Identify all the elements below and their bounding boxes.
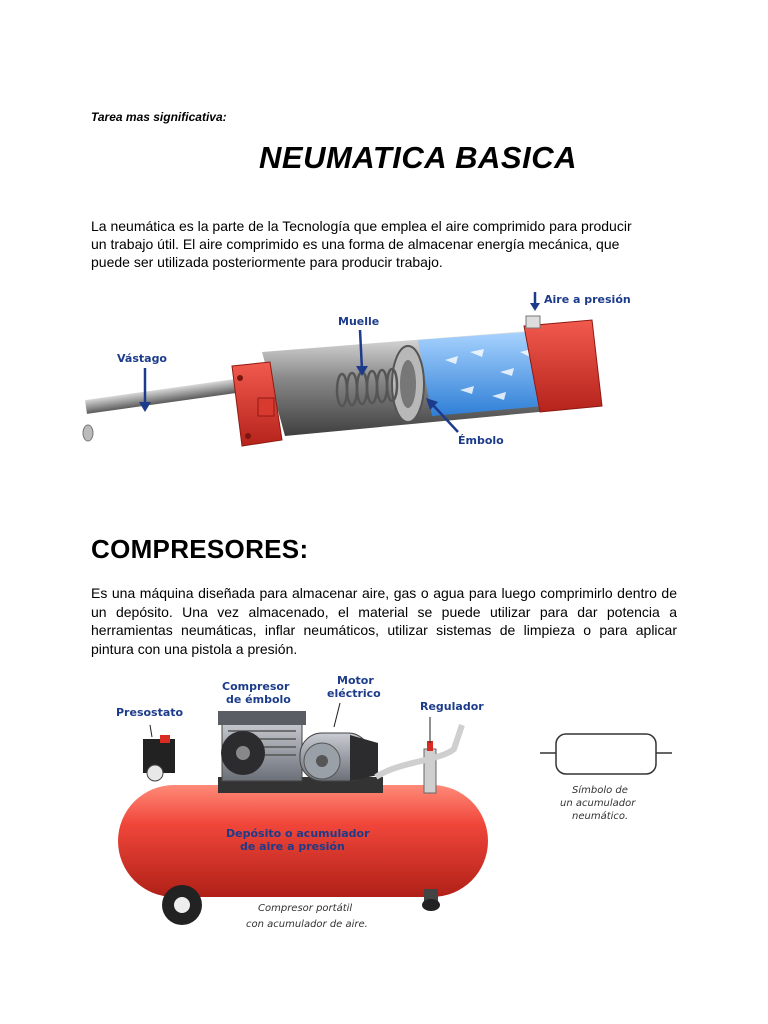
label-embolo: Émbolo <box>458 434 504 447</box>
intro-line: puede ser utilizada posteriormente para producir trabajo. <box>91 254 443 270</box>
label-compresor-1: Compresor <box>222 680 290 693</box>
label-compresor-2: de émbolo <box>226 693 291 706</box>
air-inlet-port <box>526 316 540 328</box>
compressor-illustration <box>0 665 768 965</box>
page-title: NEUMATICA BASICA <box>259 140 577 175</box>
compressor-paragraph: Es una máquina diseñada para almacenar aire, gas o agua para luego comprimirlo dentro de un depósito. Una vez almacenado, el material se puede utilizar para dar potencia a herramientas neumáticas, inflar neumáticos, utilizar sistemas de limpieza o para aplicar pintura con una pistola a presión. <box>91 585 677 657</box>
label-deposito-2: de aire a presión <box>240 840 345 853</box>
accumulator-symbol <box>540 734 672 774</box>
cylinder-illustration <box>0 0 768 470</box>
intro-line: La neumática es la parte de la Tecnología que emplea el aire comprimido para producir <box>91 218 632 234</box>
label-aire: Aire a presión <box>544 293 631 306</box>
task-label: Tarea mas significativa: <box>91 110 227 124</box>
label-vastago: Vástago <box>117 352 167 365</box>
intro-line: un trabajo útil. El aire comprimido es una forma de almacenar energía mecánica, que <box>91 236 620 252</box>
label-deposito-1: Depósito o acumulador <box>226 827 370 840</box>
label-motor-1: Motor <box>337 674 374 687</box>
section-heading: COMPRESORES: <box>91 534 309 564</box>
label-presostato: Presostato <box>116 706 184 719</box>
label-muelle: Muelle <box>338 315 380 328</box>
label-motor-2: eléctrico <box>327 687 381 700</box>
caption-compressor-2: con acumulador de aire. <box>246 919 368 930</box>
symbol-caption-2: un acumulador <box>560 798 636 809</box>
label-regulador: Regulador <box>420 700 484 713</box>
caption-compressor-1: Compresor portátil <box>258 903 353 914</box>
symbol-caption-1: Símbolo de <box>572 785 628 796</box>
symbol-caption-3: neumático. <box>572 811 629 822</box>
